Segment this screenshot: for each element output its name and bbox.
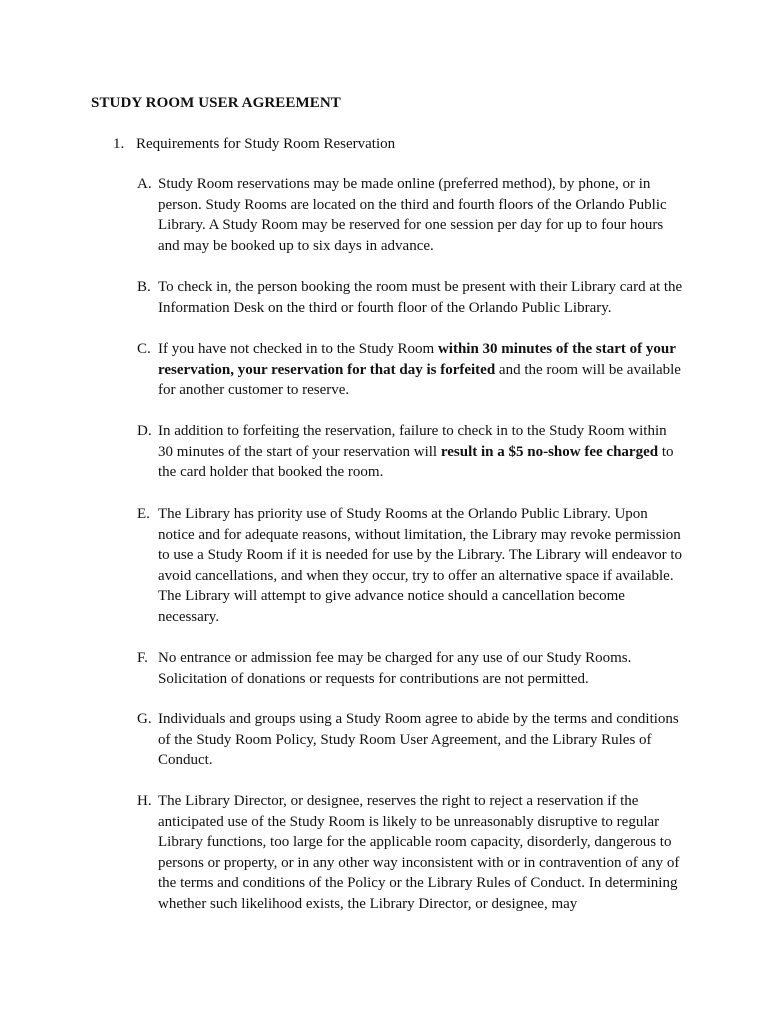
list-item-letter: F. xyxy=(137,650,148,666)
list-item-letter: D. xyxy=(137,423,152,439)
list-item-c xyxy=(137,339,685,401)
list-item-f xyxy=(137,648,685,689)
section-heading-text: Requirements for Study Room Reservation xyxy=(136,136,396,152)
section-heading xyxy=(113,135,395,153)
list-item-letter: C. xyxy=(137,341,151,357)
list-item-text xyxy=(158,421,683,483)
list-item-text xyxy=(158,791,683,915)
text-run: Study Room reservations may be made online (preferred method), by phone, or in person. Study Rooms are located on the third and fourth floors of the Orlando Public Library. A Study Room may be reserved for one session per day for up to four hours and may be booked up to six days in advance. xyxy=(158,176,667,254)
text-run: In addition to forfeiting the reservation, failure to check in to the Study Room within 30 minutes of the start of your reservation will xyxy=(158,423,667,460)
list-item-g xyxy=(137,709,685,771)
list-item-letter: H. xyxy=(137,793,152,809)
bold-text-run: within 30 minutes of the start of your reservation, your reservation for that day is forfeited xyxy=(158,341,676,378)
text-run: to the card holder that booked the room. xyxy=(158,443,674,481)
list-item-text xyxy=(158,709,683,771)
list-item-h xyxy=(137,791,685,915)
list-item-text xyxy=(158,504,683,628)
text-run: No entrance or admission fee may be charged for any use of our Study Rooms. Solicitation of donations or requests for contributions are not permitted. xyxy=(158,650,632,687)
list-item-text xyxy=(158,277,683,318)
list-item-a xyxy=(137,174,685,256)
list-item-letter: A. xyxy=(137,176,152,192)
text-run: and the room will be available for another customer to reserve. xyxy=(158,361,681,399)
text-run: To check in, the person booking the room must be present with their Library card at the Information Desk on the third or fourth floor of the Orlando Public Library. xyxy=(158,279,683,316)
list-item-text xyxy=(158,339,683,401)
list-item-letter: E. xyxy=(137,506,150,522)
text-run: The Library has priority use of Study Rooms at the Orlando Public Library. Upon notice and for adequate reasons, without limitation, the Library may revoke permission to use a Study Room if it is needed for use by the Library. The Library will endeavor to avoid cancellations, and when they occur, try to offer an alternative space if available. The Library will attempt to give advance notice should a cancellation become necessary. xyxy=(158,506,683,625)
list-item-letter: G. xyxy=(137,711,152,727)
bold-text-run: result in a $5 no-show fee charged xyxy=(440,443,659,460)
text-run: The Library Director, or designee, reserves the right to reject a reservation if the anticipated use of the Study Room is likely to be unreasonably disruptive to regular Library functions, too large for the applicable room capacity, disorderly, dangerous to persons or property, or in any other way inconsistent with or in contravention of any of the terms and conditions of the Policy or the Library Rules of Conduct. In determining whether such likelihood exists, the Library Director, or designee, may xyxy=(158,793,680,912)
page-title: STUDY ROOM USER AGREEMENT xyxy=(91,95,341,111)
list-item-d xyxy=(137,421,685,483)
list-item-text xyxy=(158,648,683,689)
text-run: If you have not checked in to the Study Room xyxy=(158,341,438,357)
section-number: 1. xyxy=(113,136,125,152)
list-item-b xyxy=(137,277,685,318)
list-item-text xyxy=(158,174,683,256)
list-item-letter: B. xyxy=(137,279,151,295)
text-run: Individuals and groups using a Study Room agree to abide by the terms and conditions of the Study Room Policy, Study Room User Agreement, and the Library Rules of Conduct. xyxy=(158,711,679,769)
list-item-e xyxy=(137,504,685,628)
